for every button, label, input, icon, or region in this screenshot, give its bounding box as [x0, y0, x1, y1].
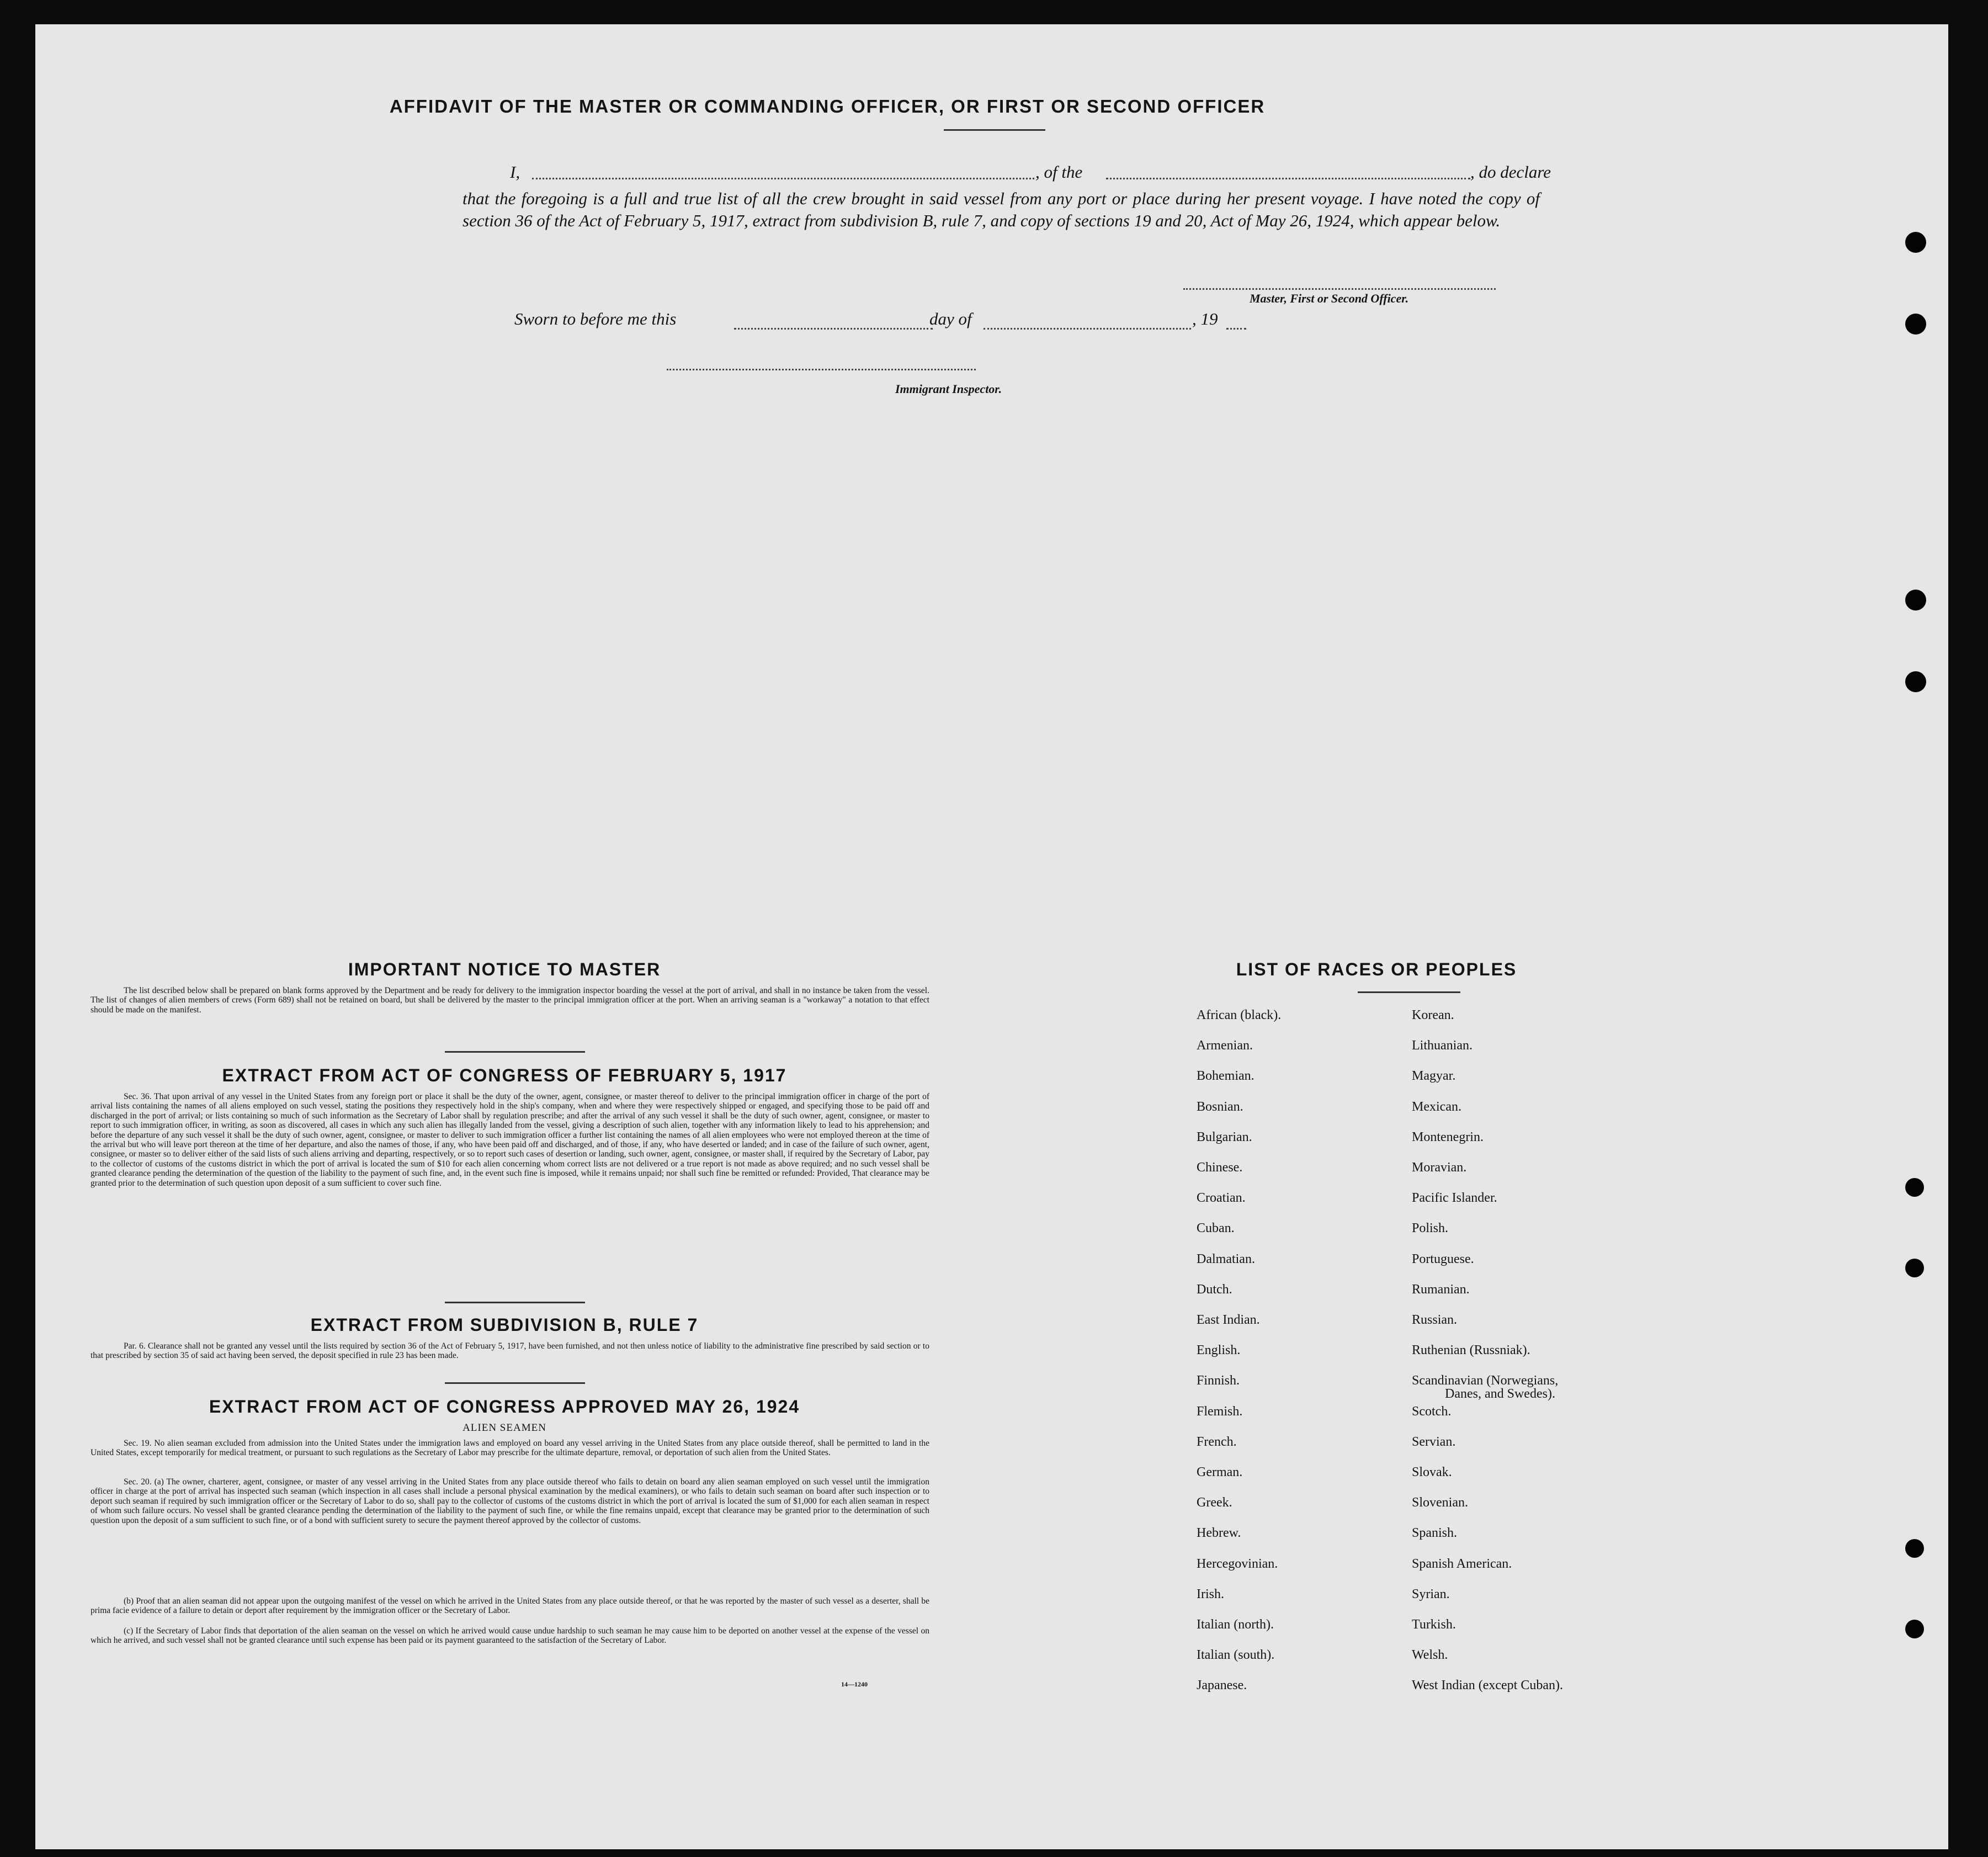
race-item: Servian. [1412, 1435, 1456, 1449]
inspector-label: Immigrant Inspector. [895, 382, 1002, 396]
race-item: Cuban. [1197, 1221, 1235, 1235]
race-item: Polish. [1412, 1221, 1449, 1235]
divider [445, 1302, 585, 1303]
year-blank [1226, 328, 1246, 330]
sworn-end: , 19 [1192, 309, 1218, 328]
race-item: Slovenian. [1412, 1495, 1468, 1510]
race-item: Scandinavian (Norwegians, [1412, 1373, 1559, 1388]
sec-19-text: Sec. 19. No alien seaman excluded from admission into the United States under the immigration laws and employed on board any vessel arriving in the United States from any place outside thereof, shall be permitted to land in the United States, except temporarily for medical treatment, or pursuant to such regulations as the Secretary of Labor may prescribe for the ultimate departure, removal, or deportation of such alien from the United States. [91, 1439, 929, 1458]
affidavit-line1-start: I, [510, 162, 520, 182]
race-item: West Indian (except Cuban). [1412, 1678, 1563, 1692]
form-number: 14—1240 [841, 1680, 868, 1688]
binder-hole [1905, 314, 1926, 335]
race-item: English. [1197, 1343, 1241, 1357]
signature-blank [1183, 288, 1496, 290]
affidavit-line1-end: , do declare [1470, 162, 1551, 182]
race-item: Irish. [1197, 1587, 1224, 1601]
race-item: Bohemian. [1197, 1069, 1255, 1083]
race-item: Spanish. [1412, 1526, 1458, 1540]
signature-label: Master, First or Second Officer. [1250, 291, 1409, 305]
race-item: Italian (south). [1197, 1648, 1275, 1662]
binder-hole [1905, 1178, 1924, 1197]
race-item: Japanese. [1197, 1678, 1247, 1692]
races-column-1 [1197, 1008, 1412, 1726]
race-item: Flemish. [1197, 1404, 1243, 1419]
race-item: Rumanian. [1412, 1282, 1470, 1297]
race-item: Moravian. [1412, 1160, 1467, 1175]
race-item: Ruthenian (Russniak). [1412, 1343, 1530, 1357]
race-item: Greek. [1197, 1495, 1232, 1510]
affidavit-title: AFFIDAVIT OF THE MASTER OR COMMANDING OFFICER, OR FIRST OR SECOND OFFICER [389, 96, 1266, 116]
race-item: Dalmatian. [1197, 1252, 1255, 1266]
sec-20c-text: (c) If the Secretary of Labor finds that deportation of the alien seaman on the vessel on which he arrived would cause undue hardship to such seaman he may cause him to be deported on another vessel at the expense of the vessel on which he arrived, and such vessel shall not be granted clearance until such expense has been paid or its payment guaranteed to the satisfaction of the Secretary of Labor. [91, 1626, 929, 1646]
notice-text: The list described below shall be prepared on blank forms approved by the Department and be ready for delivery to the immigration inspector boarding the vessel at the port of arrival, and shall in no instance be taken from the vessel. The list of changes of alien members of crews (Form 689) shall not be retained on board, but shall be delivered by the master to the principal immigration officer at the port. When an arriving seaman is a "workaway" a notation to that effect should be made on the manifest. [91, 986, 929, 1015]
affidavit-line1-mid: , of the [1035, 162, 1083, 182]
race-item: Hercegovinian. [1197, 1557, 1278, 1571]
name-blank [532, 178, 1034, 179]
race-item: Korean. [1412, 1008, 1454, 1022]
date-blank [734, 328, 933, 330]
sec-20a-text: Sec. 20. (a) The owner, charterer, agent, consignee, or master of any vessel arriving in the United States from any place outside thereof who fails to detain on board any alien seaman employed on such vessel until the immigration officer in charge at the port of arrival has inspected such seaman (which inspection in all cases shall include a personal physical examination by the medical examiners), or who fails to detain such seaman on board after such inspection or to deport such seaman if required by such immigration officer or the Secretary of Labor to do so, shall pay to the collector of customs of the customs district in which the port of arrival is located the sum of $1,000 for each alien seaman in respect of whom such failure occurs. No vessel shall be granted clearance pending the determination of the liability to the payment of such fine, or while the fine remains unpaid, except that clearance may be granted prior to the determination of such question upon the deposit of a sum sufficient to such fine, or of a bond with sufficient surety to secure the payment thereof approved by the collector of customs. [91, 1477, 929, 1525]
race-item: Chinese. [1197, 1160, 1243, 1175]
extract-rule7-title: EXTRACT FROM SUBDIVISION B, RULE 7 [310, 1315, 699, 1335]
race-item: Dutch. [1197, 1282, 1232, 1297]
affidavit-text: that the foregoing is a full and true list of all the crew brought in said vessel from any port or place during her present voyage. I have noted the copy of section 36 of the Act of February 5, 1917, extract from subdivision B, rule 7, and copy of sections 19 and 20, Act of May 26, 1924, which appear below. [463, 189, 1540, 230]
races-column-2 [1412, 1008, 1655, 1726]
race-item: Pacific Islander. [1412, 1191, 1497, 1205]
document-page [35, 24, 1948, 1849]
race-item-continuation: Danes, and Swedes). [1445, 1387, 1555, 1401]
race-item: Bulgarian. [1197, 1130, 1252, 1144]
race-item: Welsh. [1412, 1648, 1448, 1662]
race-item: French. [1197, 1435, 1237, 1449]
race-item: German. [1197, 1465, 1243, 1479]
race-item: Hebrew. [1197, 1526, 1241, 1540]
race-item: Syrian. [1412, 1587, 1450, 1601]
divider [445, 1051, 585, 1053]
sworn-mid: day of [929, 309, 972, 328]
divider [445, 1382, 585, 1384]
race-item: Armenian. [1197, 1038, 1253, 1053]
race-item: Mexican. [1412, 1100, 1461, 1114]
race-item: Montenegrin. [1412, 1130, 1484, 1144]
extract-1924-title: EXTRACT FROM ACT OF CONGRESS APPROVED MAY 26, 1924 [209, 1397, 800, 1416]
race-item: Italian (north). [1197, 1617, 1274, 1632]
binder-hole [1905, 1259, 1924, 1277]
binder-hole [1905, 232, 1926, 253]
race-item: Bosnian. [1197, 1100, 1243, 1114]
vessel-blank [1106, 178, 1470, 179]
binder-hole [1905, 1539, 1924, 1558]
race-item: Magyar. [1412, 1069, 1456, 1083]
race-item: Russian. [1412, 1313, 1458, 1327]
race-item: Spanish American. [1412, 1557, 1512, 1571]
races-title: LIST OF RACES OR PEOPLES [1236, 959, 1517, 979]
race-item: Lithuanian. [1412, 1038, 1473, 1053]
extract-1924-subtitle: ALIEN SEAMEN [463, 1422, 546, 1434]
sec-20b-text: (b) Proof that an alien seaman did not appear upon the outgoing manifest of the vessel on which he arrived in the United States from any place outside thereof, or that he was reported by the master of such vessel as a deserter, shall be prima facie evidence of a failure to detain or deport after requirement by the immigration officer or the Secretary of Labor. [91, 1596, 929, 1616]
binder-hole [1905, 1620, 1924, 1638]
race-item: Turkish. [1412, 1617, 1456, 1632]
extract-1917-text: Sec. 36. That upon arrival of any vessel in the United States from any foreign port or place it shall be the duty of the owner, agent, consignee, or master thereof to deliver to the principal immigration officer in charge of the port of arrival lists containing the names of all aliens employed on such vessel, stating the positions they respectively hold in the ship's company, when and where they were respectively shipped or engaged, and specifying those to be paid off and discharged in the port of arrival; or lists containing so much of such information as the Secretary of Labor shall by regulation prescribe; and after the arrival of any such vessel it shall be the duty of such owner, agent, consignee, or master to report to such immigration officer, in writing, as soon as discovered, all cases in which any such alien has illegally landed from the vessel, giving a description of such alien, together with any information likely to lead to his apprehension; and before the departure of any such vessel it shall be the duty of such owner, agent, consignee, or master to deliver to such immigration officer a further list containing the names of all alien employees who were not employed thereon at the time of the arrival but who will leave port thereon at the time of her departure, and also the names of those, if any, who have been paid off and discharged, and of those, if any, who have deserted or landed; and in case of the failure of such owner, agent, consignee, or master so to deliver either of the said lists of such aliens arriving and departing, respectively, or so to report such cases of desertion or landing, such owner, agent, consignee, or master shall, if required by the Secretary of Labor, pay to the collector of customs of the customs district in which the port of arrival is located the sum of $10 for each alien concerning whom correct lists are not delivered or a true report is not made as above required; and no such vessel shall be granted clearance pending the determination of the question of the liability to the payment of such fine, and, in the event such fine is imposed, while it remains unpaid; nor shall such fine be remitted or refunded: Provided, That clearance may be granted prior to the determination of such question upon deposit of a sum sufficient to cover such fine. [91, 1092, 929, 1188]
race-item: African (black). [1197, 1008, 1282, 1022]
race-item: Portuguese. [1412, 1252, 1474, 1266]
extract-1917-title: EXTRACT FROM ACT OF CONGRESS OF FEBRUARY 5, 1917 [222, 1065, 787, 1085]
race-item: Finnish. [1197, 1373, 1240, 1388]
races-divider [1358, 991, 1460, 993]
month-blank [984, 328, 1191, 330]
inspector-blank [667, 369, 976, 370]
notice-title: IMPORTANT NOTICE TO MASTER [348, 959, 661, 979]
sworn-start: Sworn to before me this [514, 309, 677, 328]
binder-hole [1905, 671, 1926, 692]
race-item: Croatian. [1197, 1191, 1246, 1205]
race-item: Scotch. [1412, 1404, 1452, 1419]
race-item: East Indian. [1197, 1313, 1260, 1327]
race-item: Slovak. [1412, 1465, 1452, 1479]
binder-hole [1905, 590, 1926, 611]
title-divider [944, 129, 1045, 131]
extract-rule7-text: Par. 6. Clearance shall not be granted any vessel until the lists required by section 36 of the Act of February 5, 1917, have been furnished, and not then unless notice of liability to the administrative fine prescribed by said section or to that prescribed by section 35 of said act having been served, the deposit specified in rule 23 has been made. [91, 1341, 929, 1361]
